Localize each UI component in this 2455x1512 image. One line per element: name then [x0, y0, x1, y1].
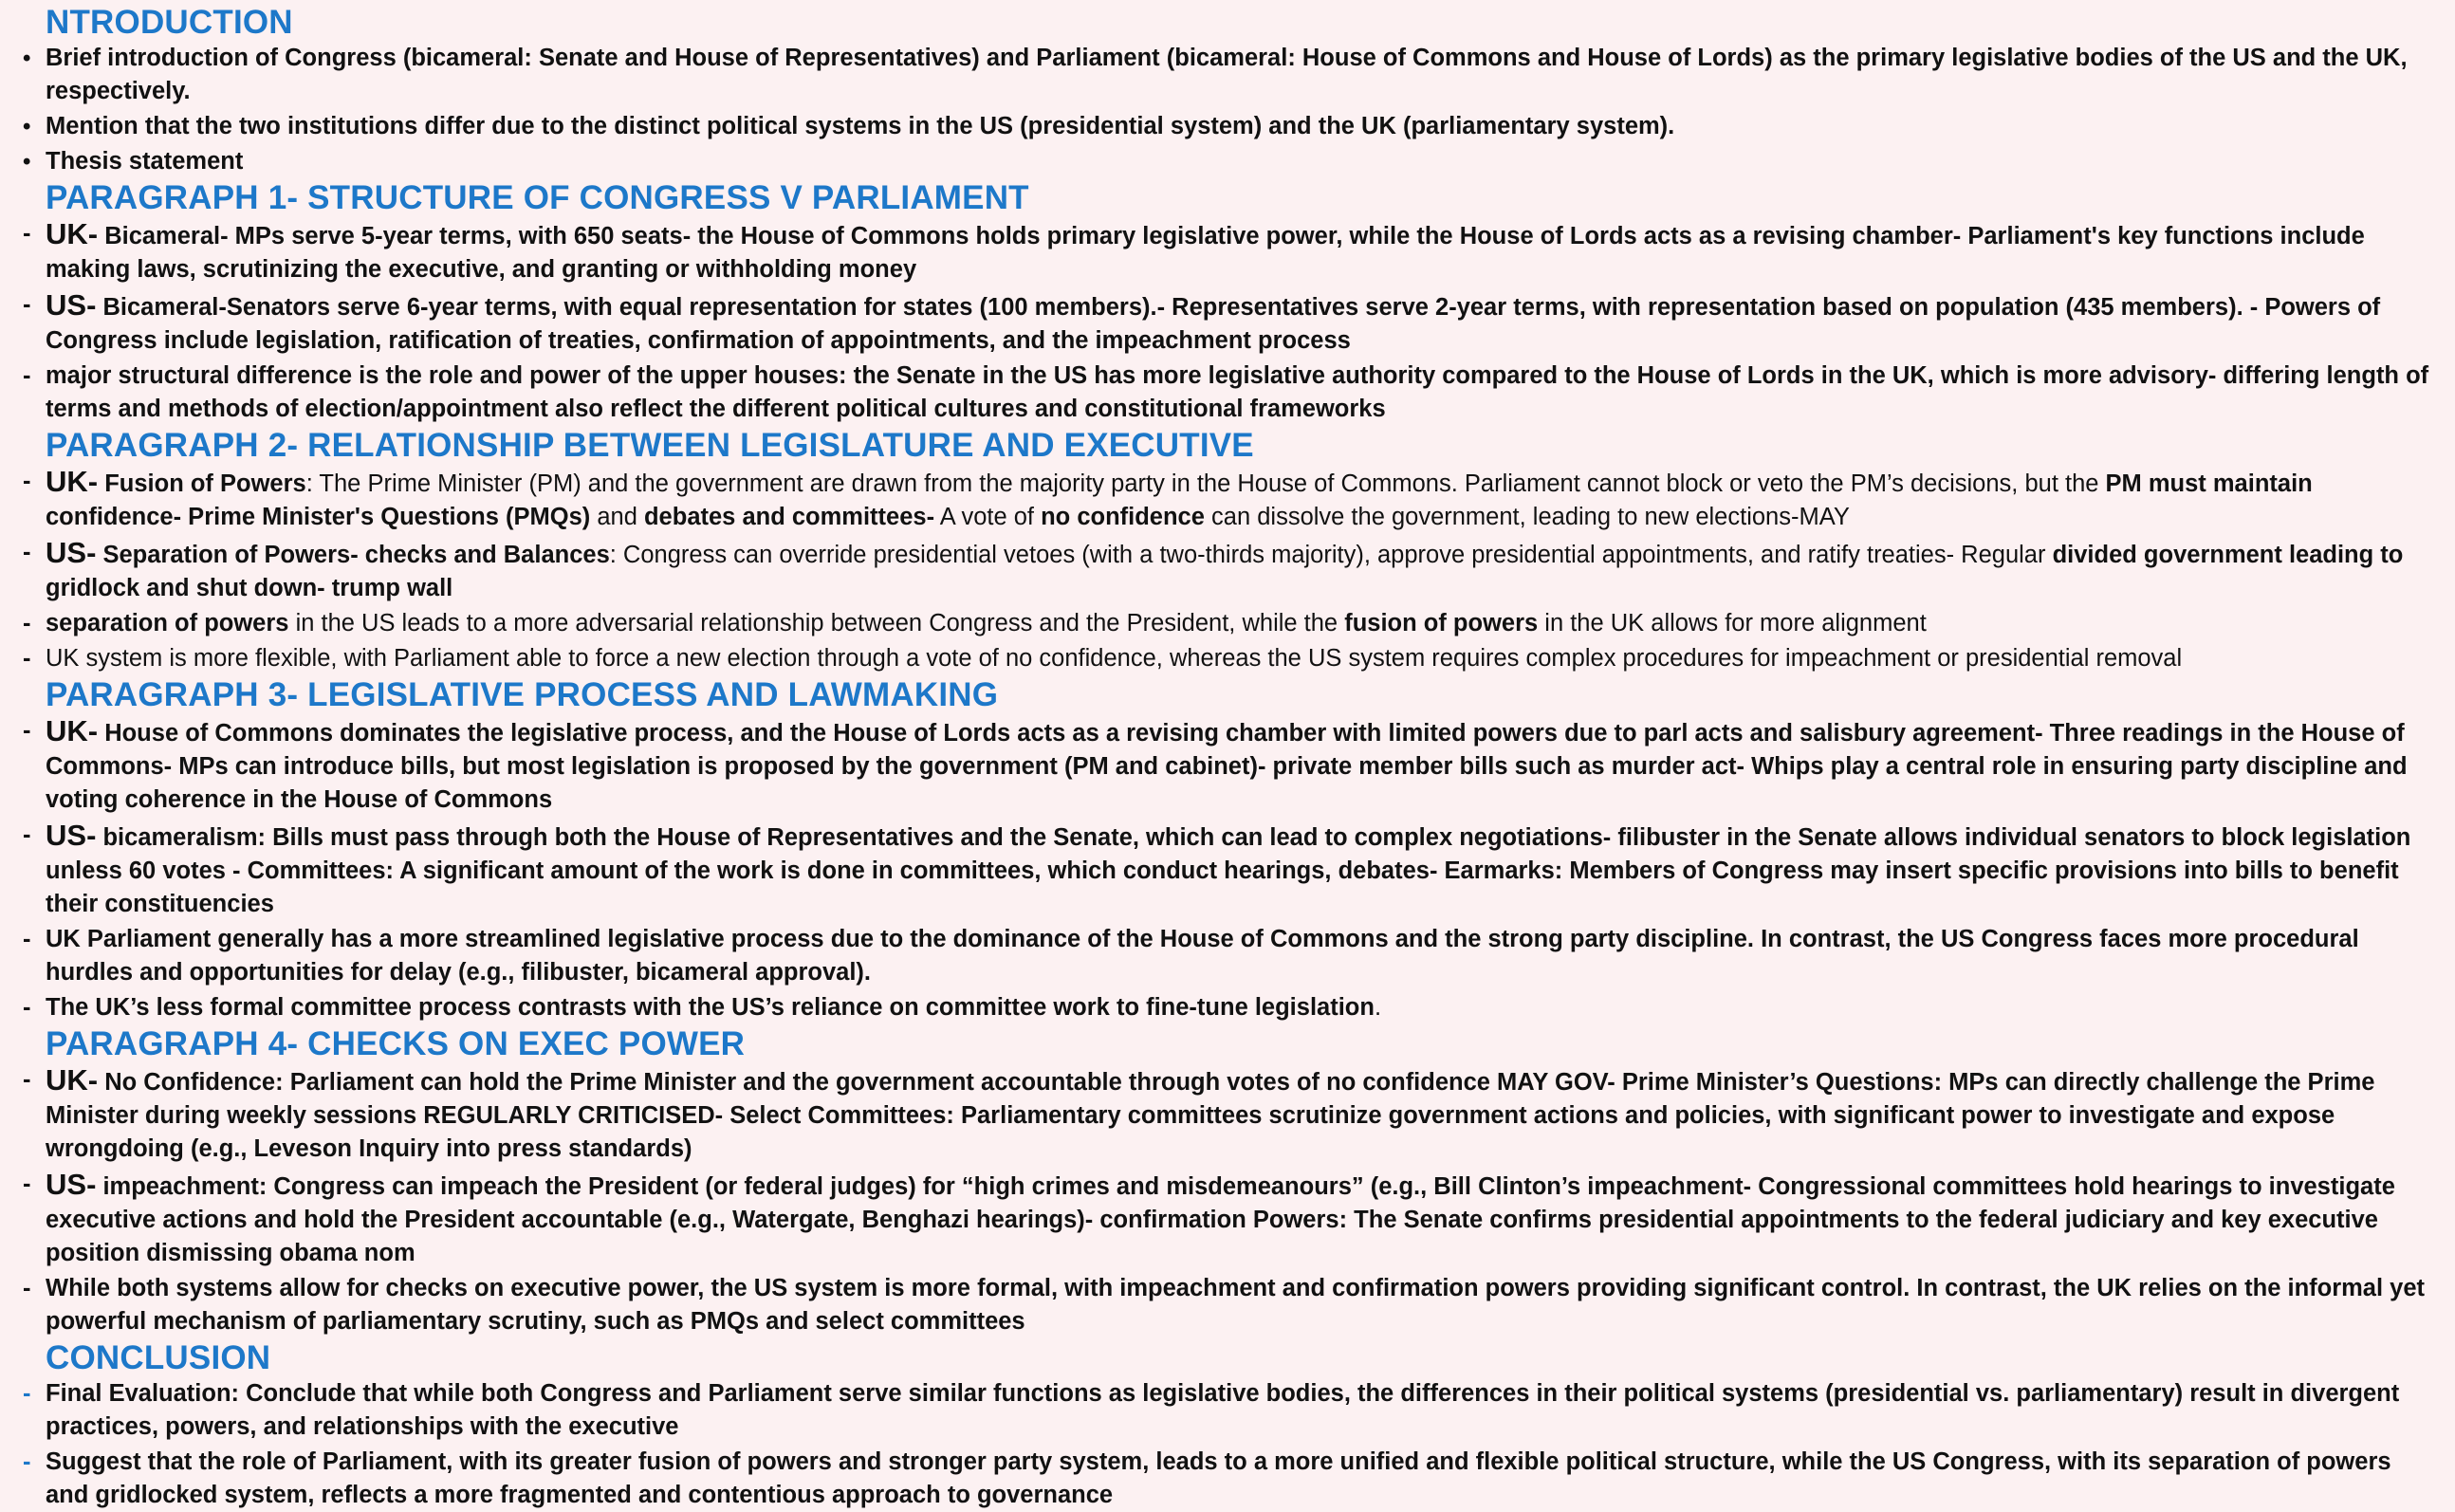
dash-marker: -	[23, 539, 31, 565]
us-tag: US-	[46, 288, 97, 322]
bullet-marker: •	[23, 46, 31, 71]
list-item	[13, 714, 2434, 817]
list-item	[13, 1377, 2434, 1444]
p3-us-text: bicameralism: Bills must pass through both the House of Representatives and the Senate, which can lead to complex negotiations- filibuster in the Senate allows individual senators to block legislation unless 60 votes - Committees: A significant amount of the work is done in committees, which conduct hearings, debates- Earmarks: Members of Congress may insert specific provisions into bills to benefit their constituencies	[46, 824, 2411, 917]
uk-tag: UK-	[46, 217, 99, 250]
p3-uk-point	[46, 714, 2434, 817]
list-item	[13, 1168, 2434, 1270]
dash-marker: -	[23, 1171, 31, 1197]
us-tag: US-	[46, 536, 97, 569]
text-segment: : Congress can override presidential vetoes (with a two-thirds majority), approve presidential appointments, and ratify treaties- Regular	[609, 542, 2053, 568]
introduction-heading: NTRODUCTION	[46, 4, 293, 41]
p4-us-point	[46, 1168, 2434, 1270]
list-item	[13, 642, 2434, 675]
paragraph1-heading: PARAGRAPH 1- STRUCTURE OF CONGRESS V PARLIAMENT	[46, 179, 1029, 216]
list-item	[13, 1063, 2434, 1166]
list-item	[13, 110, 2434, 143]
uk-tag: UK-	[46, 465, 99, 498]
dash-marker: -	[23, 1448, 31, 1475]
list-item	[13, 42, 2434, 108]
p2-point4: UK system is more flexible, with Parliament able to force a new election through a vote of no confidence, whereas the US system requires complex procedures for impeachment or presidential removal	[46, 645, 2183, 672]
p4-us-text: impeachment: Congress can impeach the President (or federal judges) for “high crimes and misdemeanours” (e.g., Bill Clinton’s impeachment- Congressional committees hold hearings to investigate executive actions and hold the President accountable (e.g., Watergate, Benghazi hearings)- confirmation Powers: The Senate confirms presidential appointments to the federal judiciary and key executive position dismissing obama nom	[46, 1173, 2395, 1266]
bullet-marker: •	[23, 114, 31, 139]
dash-marker: -	[23, 468, 31, 494]
text-segment: Separation of Powers- checks and Balances	[96, 542, 610, 568]
p2-uk-point	[46, 465, 2434, 534]
uk-tag: UK-	[46, 714, 99, 747]
list-item	[13, 465, 2434, 534]
us-tag: US-	[46, 1168, 97, 1201]
list-item	[13, 991, 2434, 1024]
list-item	[13, 288, 2434, 358]
text-segment: Fusion of Powers	[98, 470, 306, 497]
dash-marker: -	[23, 362, 31, 389]
intro-bullet-1: Brief introduction of Congress (bicameral: Senate and House of Representatives) and Parliament (bicameral: House of Commons and House of Lords) as the primary legislative bodies of the US and the UK, respectively.	[46, 45, 2408, 104]
p3-point3: UK Parliament generally has a more streamlined legislative process due to the dominance of the House of Commons and the strong party discipline. In contrast, the US Congress faces more procedural hurdles and opportunities for delay (e.g., filibuster, bicameral approval).	[46, 926, 2359, 986]
text-segment: fusion of powers	[1344, 610, 1539, 636]
dash-marker: -	[23, 1275, 31, 1301]
p4-uk-text: No Confidence: Parliament can hold the Prime Minister and the government accountable through votes of no confidence MAY GOV- Prime Minister’s Questions: MPs can directly challenge the Prime Minister during weekly sessions REGULARLY CRITICISED- Select Committees: Parliamentary committees scrutinize government actions and policies, with significant power to investigate and expose wrongdoing (e.g., Leveson Inquiry into press standards)	[46, 1069, 2375, 1162]
paragraph4-heading: PARAGRAPH 4- CHECKS ON EXEC POWER	[46, 1025, 746, 1062]
text-segment: A vote of	[934, 504, 1042, 530]
list-item	[13, 217, 2434, 286]
dash-marker: -	[23, 220, 31, 247]
text-segment: divided government leading to gridlock and shut down- trump wall	[46, 542, 2404, 601]
p1-uk-point	[46, 217, 2434, 286]
p2-uk-segments	[46, 470, 2313, 530]
p1-uk-text: Bicameral- MPs serve 5-year terms, with 650 seats- the House of Commons holds primary legislative power, while the House of Lords acts as a revising chamber- Parliament's key functions include making laws, scrutinizing the executive, and granting or withholding money	[46, 223, 2365, 283]
p1-us-point	[46, 288, 2434, 358]
p3-uk-text: House of Commons dominates the legislative process, and the House of Lords acts as a revising chamber with limited powers due to parl acts and salisbury agreement- Three readings in the House of Commons- MPs can introduce bills, but most legislation is proposed by the government (PM and cabinet)- private member bills such as murder act- Whips play a central role in ensuring party discipline and voting coherence in the House of Commons	[46, 720, 2408, 813]
conclusion-point2: Suggest that the role of Parliament, with its greater fusion of powers and stronger party system, leads to a more unified and flexible political structure, while the US Congress, with its separation of powers and gridlocked system, reflects a more fragmented and contentious approach to governance	[46, 1448, 2391, 1508]
text-segment: can dissolve the government, leading to new elections-MAY	[1204, 504, 1850, 530]
bullet-marker: •	[23, 149, 31, 175]
list-item	[13, 1446, 2434, 1512]
us-tag: US-	[46, 819, 97, 852]
conclusion-point1: Final Evaluation: Conclude that while both Congress and Parliament serve similar functions as legislative bodies, the differences in their political systems (presidential vs. parliamentary) result in divergent practices, powers, and relationships with the executive	[46, 1380, 2400, 1440]
dash-marker: -	[23, 821, 31, 848]
list-item	[13, 145, 2434, 178]
p1-comparison: major structural difference is the role and power of the upper houses: the Senate in the US has more legislative authority compared to the House of Lords in the UK, which is more advisory- differing length of terms and methods of election/appointment also reflect the different political cultures and constitutional frameworks	[46, 362, 2429, 422]
p3-point4-text: The UK’s less formal committee process contrasts with the US’s reliance on committee work to fine-tune legislation	[46, 994, 1375, 1021]
p3-us-point	[46, 819, 2434, 921]
dash-marker: -	[23, 645, 31, 672]
p4-point3: While both systems allow for checks on executive power, the US system is more formal, with impeachment and confirmation powers providing significant control. In contrast, the UK relies on the informal yet powerful mechanism of parliamentary scrutiny, such as PMQs and select committees	[46, 1275, 2426, 1335]
text-segment: PM must maintain confidence- Prime Minister's Questions (PMQs)	[46, 470, 2313, 530]
intro-bullet-3: Thesis statement	[46, 148, 244, 175]
text-segment: : The Prime Minister (PM) and the government are drawn from the majority party in the House of Commons. Parliament cannot block or veto the PM’s decisions, but the	[305, 470, 2106, 497]
p3-point4-end: .	[1374, 994, 1382, 1021]
text-segment: debates and committees-	[643, 504, 935, 530]
dash-marker: -	[23, 610, 31, 636]
p2-us-point	[46, 536, 2434, 605]
paragraph3-heading: PARAGRAPH 3- LEGISLATIVE PROCESS AND LAWMAKING	[46, 676, 999, 713]
uk-tag: UK-	[46, 1063, 99, 1097]
list-item	[13, 536, 2434, 605]
p2-point3	[46, 607, 2434, 640]
dash-marker: -	[23, 291, 31, 318]
dash-marker: -	[23, 994, 31, 1021]
conclusion-heading: CONCLUSION	[46, 1339, 271, 1376]
text-segment: separation of powers	[46, 610, 289, 636]
p3-point4	[46, 991, 2434, 1024]
dash-marker: -	[23, 717, 31, 744]
dash-marker: -	[23, 926, 31, 952]
dash-marker: -	[23, 1066, 31, 1093]
list-item	[13, 819, 2434, 921]
text-segment: in the UK allows for more alignment	[1538, 610, 1927, 636]
paragraph2-heading: PARAGRAPH 2- RELATIONSHIP BETWEEN LEGISLATURE AND EXECUTIVE	[46, 427, 1254, 464]
intro-bullet-2: Mention that the two institutions differ due to the distinct political systems in the US (presidential system) and the UK (parliamentary system).	[46, 113, 1675, 139]
p4-uk-point	[46, 1063, 2434, 1166]
text-segment: no confidence	[1041, 504, 1205, 530]
text-segment: and	[590, 504, 644, 530]
dash-marker: -	[23, 1380, 31, 1407]
text-segment: in the US leads to a more adversarial relationship between Congress and the President, while the	[288, 610, 1345, 636]
list-item	[13, 607, 2434, 640]
p2-us-segments	[46, 542, 2403, 601]
list-item	[13, 1272, 2434, 1338]
p1-us-text: Bicameral-Senators serve 6-year terms, with equal representation for states (100 members).- Representatives serve 2-year terms, with representation based on population (435 members). - Powers of Congress include legislation, ratification of treaties, confirmation of appointments, and the impeachment process	[46, 294, 2381, 354]
list-item	[13, 923, 2434, 989]
list-item	[13, 360, 2434, 426]
